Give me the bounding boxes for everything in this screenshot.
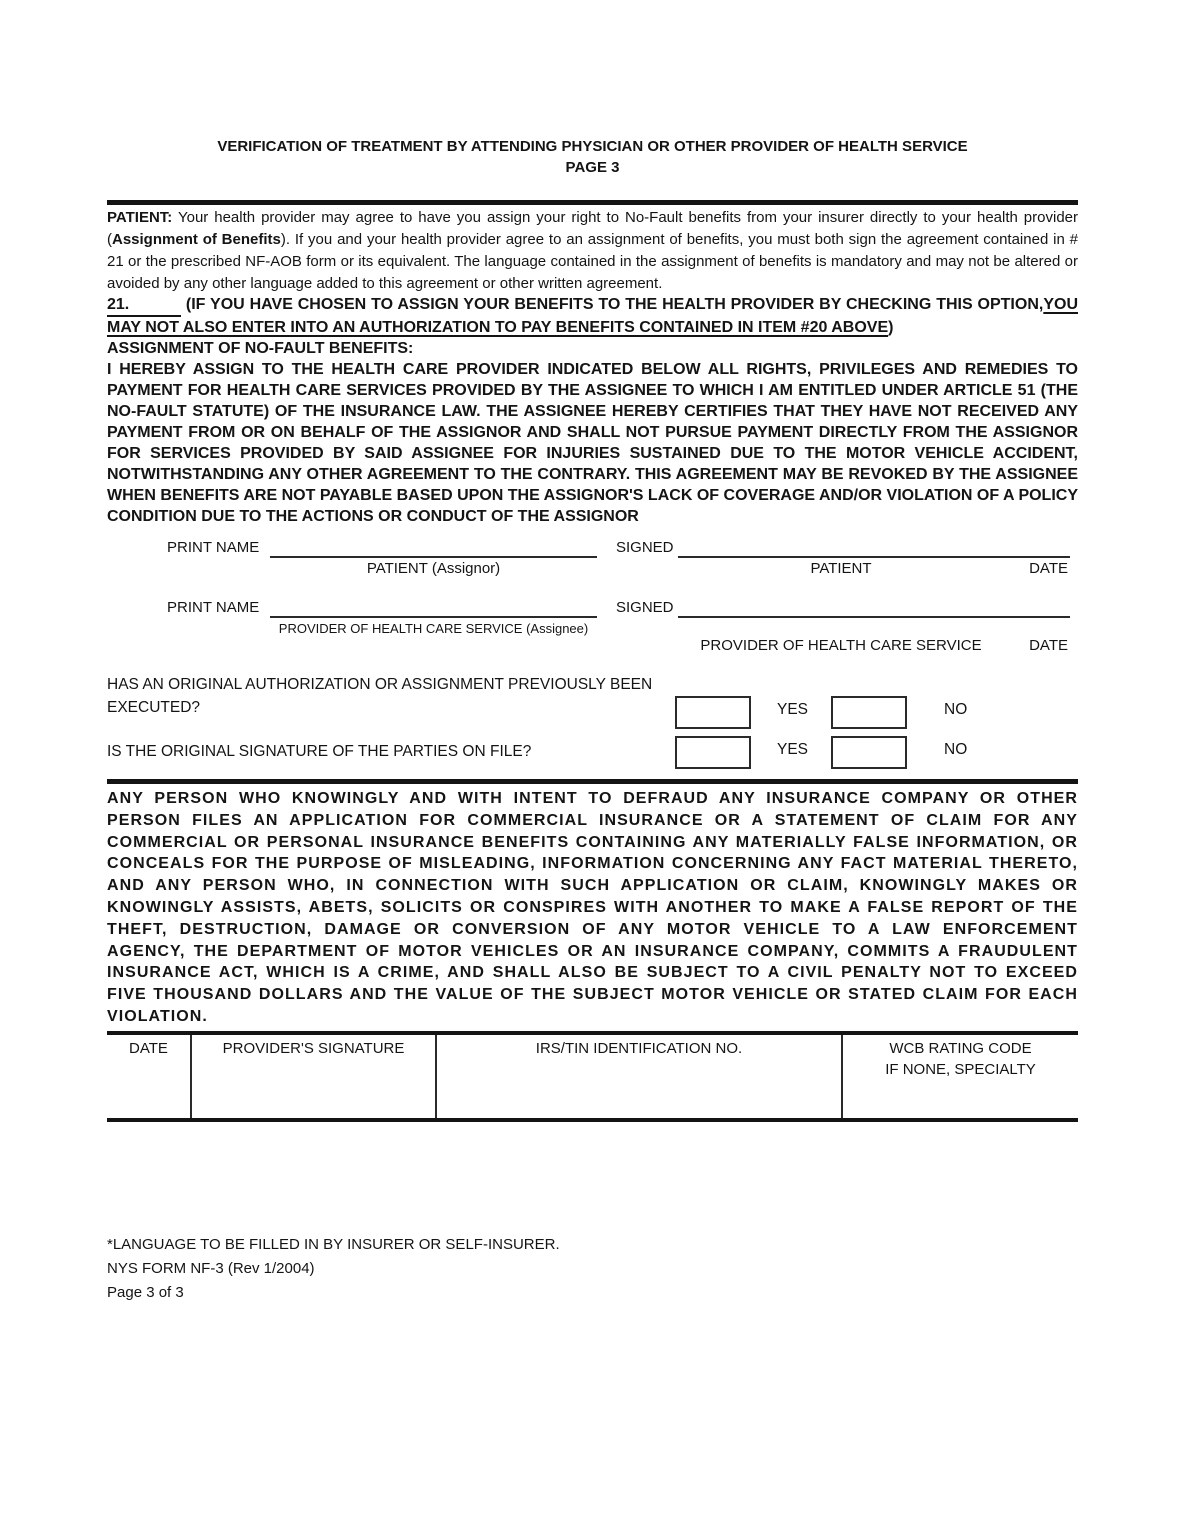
question-previous-authorization: HAS AN ORIGINAL AUTHORIZATION OR ASSIGNMENT PREVIOUSLY BEEN EXECUTED? [107,676,653,716]
item-21-header [107,294,1078,338]
print-name-field-patient[interactable] [270,536,597,558]
patient-notice-paragraph [107,207,1078,295]
signed-sublabel-patient: PATIENT [810,560,872,577]
q1-yes-label: YES [777,701,809,718]
patient-notice-text-2: ). If you and your health provider agree to an assignment of benefits, you must both sign the agreement contained in # 21 or the prescribed NF-AOB form or its equivalent. The language contained in the assignment of benefits is mandatory and may not be altered or avoided by any other language added to this agreement or other written agreement. [107,231,1078,292]
print-name-field-provider[interactable] [270,596,597,618]
table-header-wcb-line2: IF NONE, SPECIALTY [885,1061,1036,1078]
q1-no-label: NO [944,701,968,718]
q2-no-checkbox[interactable] [831,736,907,769]
table-header-irs-tin: IRS/TIN IDENTIFICATION NO. [535,1040,743,1057]
q1-yes-checkbox[interactable] [675,696,751,729]
q1-no-checkbox[interactable] [831,696,907,729]
item-21-number: 21. [107,296,130,313]
q2-yes-label: YES [777,741,809,758]
q2-no-label: NO [944,741,968,758]
table-header-provider-signature: PROVIDER'S SIGNATURE [222,1040,405,1057]
print-name-sublabel-provider: PROVIDER OF HEALTH CARE SERVICE (Assignee) [278,621,589,636]
signed-label-patient: SIGNED [616,539,674,556]
top-divider-rule [107,200,1078,205]
signature-sublabels-provider [678,637,1070,654]
date-label-patient: DATE [1029,560,1068,577]
question-signature-on-file: IS THE ORIGINAL SIGNATURE OF THE PARTIES ON FILE? [107,743,532,760]
patient-notice-label: PATIENT: [107,209,173,226]
signed-label-provider: SIGNED [616,599,674,616]
signed-sublabel-provider: PROVIDER OF HEALTH CARE SERVICE [700,637,982,654]
patient-notice-text-1: Your health provider may agree to have you assign your right to No-Fault benefits from your insurer directly to your health provider ( [107,209,1078,248]
table-header-date: DATE [129,1040,168,1057]
item-21-warning-underlined: YOU MAY NOT ALSO ENTER INTO AN AUTHORIZATION TO PAY BENEFITS CONTAINED IN ITEM #20 ABOVE [107,296,1078,336]
item-21-option-blank[interactable] [107,294,181,317]
item-21-close-paren: ) [888,319,894,336]
signature-field-patient[interactable] [678,536,1070,558]
print-name-label-patient: PRINT NAME [167,539,260,556]
provider-signature-table [107,1031,1078,1122]
fraud-warning-paragraph: ANY PERSON WHO KNOWINGLY AND WITH INTENT TO DEFRAUD ANY INSURANCE COMPANY OR OTHER PERSON FILES AN APPLICATION FOR COMMERCIAL INSURANCE OR A STATEMENT OF CLAIM FOR ANY COMMERCIAL OR PERSONAL INSURANCE BENEFITS CONTAINING ANY MATERIALLY FALSE INFORMATION, OR CONCEALS FOR THE PURPOSE OF MISLEADING, INFORMATION CONCERNING ANY FACT MATERIAL THERETO, AND ANY PERSON WHO, IN CONNECTION WITH SUCH APPLICATION OR CLAIM, KNOWINGLY MAKES OR KNOWINGLY ASSISTS, ABETS, SOLICITS OR CONSPIRES WITH ANOTHER TO MAKE A FALSE REPORT OF THE THEFT, DESTRUCTION, DAMAGE OR CONVERSION OF ANY MOTOR VEHICLE TO A LAW ENFORCEMENT AGENCY, THE DEPARTMENT OF MOTOR VEHICLES OR AN INSURANCE COMPANY, COMMITS A FRAUDULENT INSURANCE ACT, WHICH IS A CRIME, AND SHALL ALSO BE SUBJECT TO A CIVIL PENALTY NOT TO EXCEED FIVE THOUSAND DOLLARS AND THE VALUE OF THE SUBJECT MOTOR VEHICLE OR STATED CLAIM FOR EACH VIOLATION. [107,790,1078,1025]
page-title [107,136,1078,178]
page-title-line1: VERIFICATION OF TREATMENT BY ATTENDING PHYSICIAN OR OTHER PROVIDER OF HEALTH SERVICE [217,138,968,155]
table-cell-provider-signature[interactable] [190,1035,435,1118]
date-label-provider: DATE [1029,637,1068,654]
signature-field-provider[interactable] [678,596,1070,618]
assignment-of-benefits-term: Assignment of Benefits [112,231,281,248]
q2-yes-checkbox[interactable] [675,736,751,769]
table-cell-irs-tin[interactable] [435,1035,841,1118]
footer-form-number: NYS FORM NF-3 (Rev 1/2004) [107,1260,315,1277]
fraud-section-divider-rule [107,779,1078,784]
item-21-section [107,294,1078,527]
footer-page-number: Page 3 of 3 [107,1284,184,1301]
signature-sublabels-patient [678,560,1070,577]
table-cell-date[interactable] [107,1035,190,1118]
print-name-label-provider: PRINT NAME [167,599,260,616]
print-name-sublabel-patient: PATIENT (Assignor) [366,560,501,577]
assignment-body: I HEREBY ASSIGN TO THE HEALTH CARE PROVIDER INDICATED BELOW ALL RIGHTS, PRIVILEGES AND REMEDIES TO PAYMENT FOR HEALTH CARE SERVICES PROVIDED BY THE ASSIGNEE TO WHICH I AM ENTITLED UNDER ARTICLE 51 (THE NO-FAULT STATUTE) OF THE INSURANCE LAW. THE ASSIGNEE HEREBY CERTIFIES THAT THEY HAVE NOT RECEIVED ANY PAYMENT FROM OR ON BEHALF OF THE ASSIGNOR AND SHALL NOT PURSUE PAYMENT DIRECTLY FROM THE ASSIGNOR FOR SERVICES PROVIDED BY SAID ASSIGNEE FOR INJURIES SUSTAINED DUE TO THE MOTOR VEHICLE ACCIDENT, NOTWITHSTANDING ANY OTHER AGREEMENT TO THE CONTRARY. THIS AGREEMENT MAY BE REVOKED BY THE ASSIGNEE WHEN BENEFITS ARE NOT PAYABLE BASED UPON THE ASSIGNOR'S LACK OF COVERAGE AND/OR VIOLATION OF A POLICY CONDITION DUE TO THE ACTIONS OR CONDUCT OF THE ASSIGNOR [107,361,1078,525]
footer-insurer-note: *LANGUAGE TO BE FILLED IN BY INSURER OR SELF-INSURER. [107,1236,560,1253]
table-header-wcb-line1: WCB RATING CODE [889,1040,1032,1057]
item-21-intro: (IF YOU HAVE CHOSEN TO ASSIGN YOUR BENEFITS TO THE HEALTH PROVIDER BY CHECKING THIS OPTION, [185,296,1044,313]
assignment-heading: ASSIGNMENT OF NO-FAULT BENEFITS: [107,340,414,357]
page-title-line2: PAGE 3 [565,159,620,176]
table-cell-wcb-rating[interactable] [841,1035,1078,1118]
page-footer [107,1233,560,1305]
